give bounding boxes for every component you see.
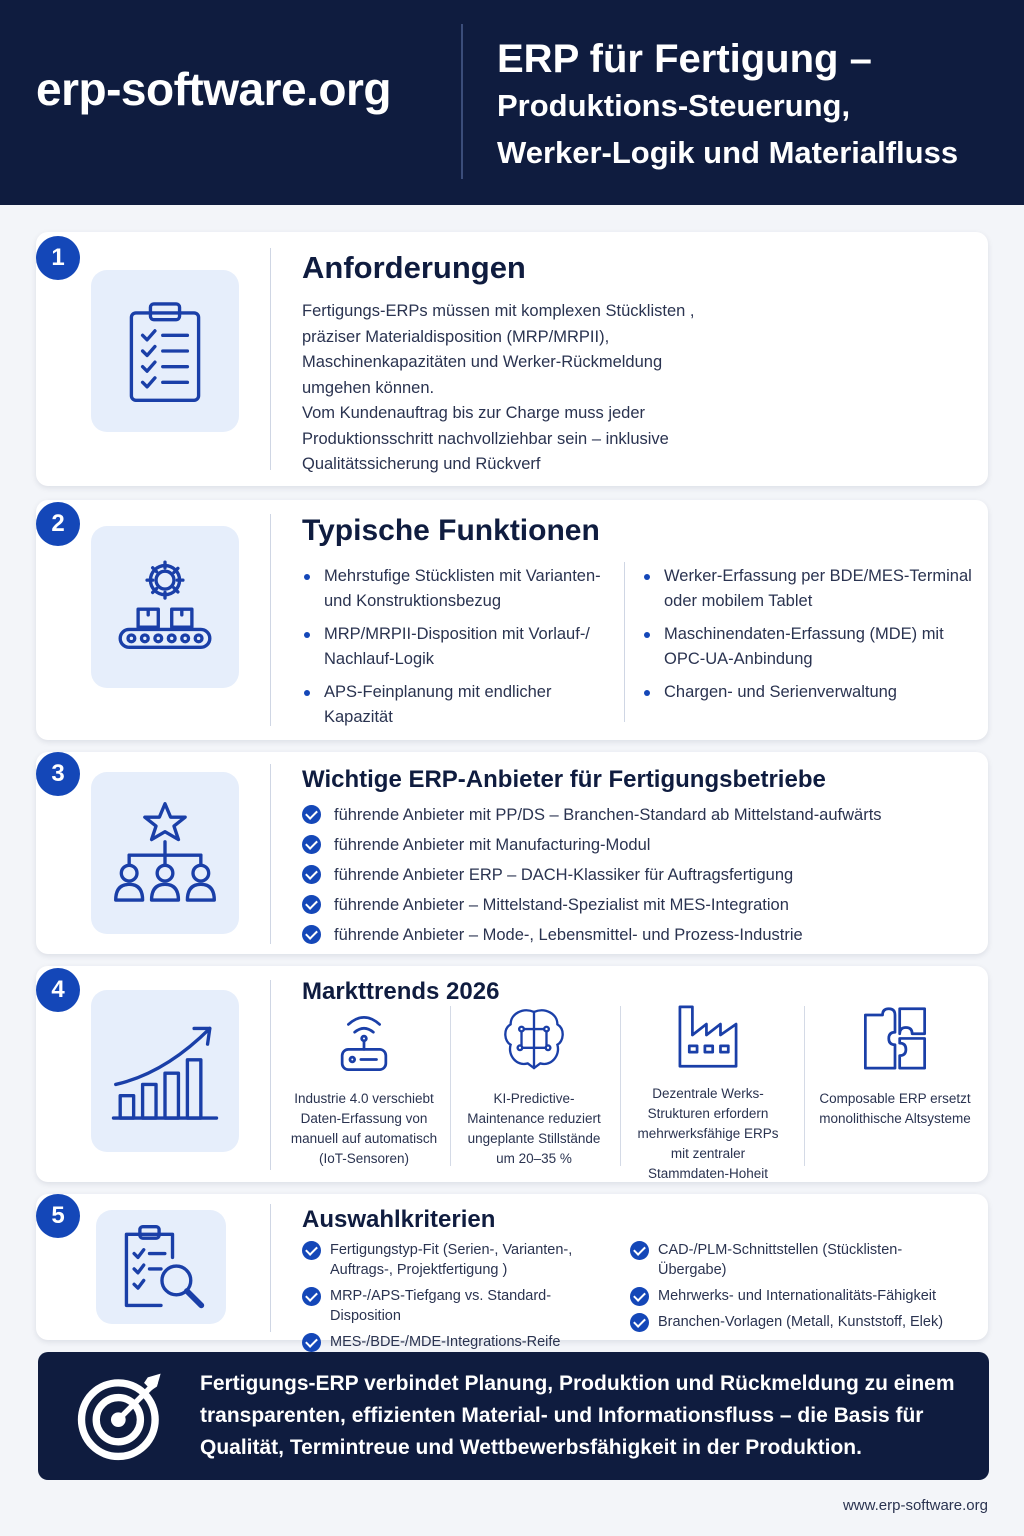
check-icon (302, 895, 321, 914)
list-item: Mehrwerks- und Internationalitäts-Fähigkeit (630, 1286, 960, 1306)
growth-chart-icon (91, 990, 239, 1152)
criteria-list-left (302, 1240, 602, 1352)
column-divider (624, 562, 625, 722)
section-title: Wichtige ERP-Anbieter für Fertigungsbetriebe (302, 766, 826, 793)
function-list-left (302, 564, 622, 738)
brand-logo-text[interactable]: erp-software.org (36, 63, 391, 115)
list-item: Chargen- und Serienverwaltung (642, 680, 972, 705)
trend-text: Industrie 4.0 verschiebt Daten-Erfassung von manuell auf automatisch (IoT-Sensoren) (290, 1091, 438, 1166)
section-title: Typische Funktionen (302, 514, 600, 547)
section-number-2: 2 (36, 502, 80, 546)
trend-item-ai (454, 1001, 614, 1166)
list-item: Maschinendaten-Erfassung (MDE) mit OPC-UA-Anbindung (642, 622, 972, 672)
check-icon (630, 1287, 649, 1306)
body-line: Qualitätssicherung und Rückverf (302, 455, 541, 473)
function-list-right (642, 564, 972, 713)
iot-router-icon (325, 1001, 403, 1079)
list-item: MES-/BDE-/MDE-Integrations-Reife (302, 1332, 602, 1352)
clipboard-checklist-icon (91, 270, 239, 432)
section-card-funktionen (36, 500, 988, 740)
body-line: Maschinenkapazitäten und Werker-Rückmeldung (302, 353, 663, 371)
list-item: führende Anbieter mit PP/DS – Branchen-Standard ab Mittelstand-aufwärts (302, 804, 942, 826)
trend-item-iot (282, 1001, 446, 1166)
list-item: Werker-Erfassung per BDE/MES-Terminal oder mobilem Tablet (642, 564, 972, 614)
list-item: APS-Feinplanung mit endlicher Kapazität (302, 680, 622, 730)
org-star-icon (91, 772, 239, 934)
check-icon (302, 835, 321, 854)
target-arrow-icon (76, 1370, 168, 1462)
body-line: Fertigungs-ERPs müssen mit komplexen Stücklisten , (302, 302, 695, 320)
body-line: präziser Materialdisposition (MRP/MRPII), (302, 327, 610, 346)
check-icon (302, 1287, 321, 1306)
check-icon (630, 1313, 649, 1332)
vendor-list (302, 804, 942, 946)
trend-text: Dezentrale Werks-Strukturen erfordern mehrwerksfähige ERPs mit zentraler Stammdaten-Hoheit (637, 1086, 779, 1181)
trend-divider (450, 1006, 451, 1166)
trend-divider (804, 1006, 805, 1166)
section-number-1: 1 (36, 236, 80, 280)
trend-text: Composable ERP ersetzt monolithische Altsysteme (819, 1091, 971, 1126)
body-line: Produktionsschritt nachvollziehbar sein – inklusive (302, 429, 669, 448)
criteria-list-right (630, 1240, 960, 1332)
list-item: Mehrstufige Stücklisten mit Varianten- und Konstruktionsbezug (302, 564, 622, 614)
check-icon (630, 1241, 649, 1260)
check-icon (302, 865, 321, 884)
site-url-link[interactable]: www.erp-software.org (842, 1497, 988, 1514)
trend-item-composable (812, 1001, 978, 1166)
trend-divider (620, 1006, 621, 1166)
list-item: MRP-/APS-Tiefgang vs. Standard-Disposition (302, 1286, 602, 1326)
factory-icon (669, 996, 747, 1074)
section-card-markttrends (36, 966, 988, 1182)
body-line: umgehen können. (302, 378, 435, 397)
page-header (0, 0, 1024, 205)
clipboard-search-icon (96, 1210, 226, 1324)
trend-item-factory (626, 996, 790, 1181)
list-item: führende Anbieter mit Manufacturing-Modul (302, 834, 942, 856)
page-title (497, 36, 1017, 176)
page-title-line-3: Werker-Logik und Materialfluss (497, 135, 959, 170)
check-icon (302, 1333, 321, 1352)
section-divider (270, 764, 271, 944)
section-title: Anforderungen (302, 250, 526, 285)
gear-conveyor-icon (91, 526, 239, 688)
list-item: MRP/MRPII-Disposition mit Vorlauf-/ Nachlauf-Logik (302, 622, 622, 672)
section-card-auswahlkriterien (36, 1194, 988, 1350)
list-item: Fertigungstyp-Fit (Serien-, Varianten-, Auftrags-, Projektfertigung ) (302, 1240, 602, 1280)
section-divider (270, 1204, 271, 1332)
section-divider (270, 980, 271, 1170)
check-icon (302, 925, 321, 944)
summary-box (38, 1352, 989, 1480)
trend-text: KI-Predictive-Maintenance reduziert ungeplante Stillstände um 20–35 % (467, 1091, 601, 1166)
ai-brain-icon (495, 1001, 573, 1079)
check-icon (302, 1241, 321, 1260)
section-body-text (302, 299, 722, 478)
puzzle-icon (856, 1001, 934, 1079)
section-card-anbieter (36, 752, 988, 954)
page-title-line-2: Produktions-Steuerung, (497, 88, 851, 123)
header-divider (461, 24, 463, 179)
section-divider (270, 248, 271, 470)
page-title-line-1: ERP für Fertigung – (497, 37, 872, 81)
section-divider (270, 514, 271, 726)
section-number-5: 5 (36, 1194, 80, 1238)
list-item: führende Anbieter ERP – DACH-Klassiker für Auftragsfertigung (302, 864, 942, 886)
summary-text: Fertigungs-ERP verbindet Planung, Produktion und Rückmeldung zu einem transparenten, effizienten Material- und Informationsfluss – die Basis für Qualität, Termintreue und Wettbewerbsfähigkeit in der Produktion. (200, 1372, 955, 1459)
body-line: Vom Kundenauftrag bis zur Charge muss jeder (302, 404, 646, 422)
list-item: CAD-/PLM-Schnittstellen (Stücklisten-Übergabe) (630, 1240, 960, 1280)
check-icon (302, 805, 321, 824)
section-number-3: 3 (36, 752, 80, 796)
section-card-anforderungen (36, 232, 988, 486)
list-item: führende Anbieter – Mittelstand-Spezialist mit MES-Integration (302, 894, 942, 916)
section-title: Markttrends 2026 (302, 978, 500, 1005)
list-item: Branchen-Vorlagen (Metall, Kunststoff, Elek) (630, 1312, 960, 1332)
section-number-4: 4 (36, 968, 80, 1012)
list-item: führende Anbieter – Mode-, Lebensmittel- und Prozess-Industrie (302, 924, 942, 946)
section-title: Auswahlkriterien (302, 1206, 496, 1233)
